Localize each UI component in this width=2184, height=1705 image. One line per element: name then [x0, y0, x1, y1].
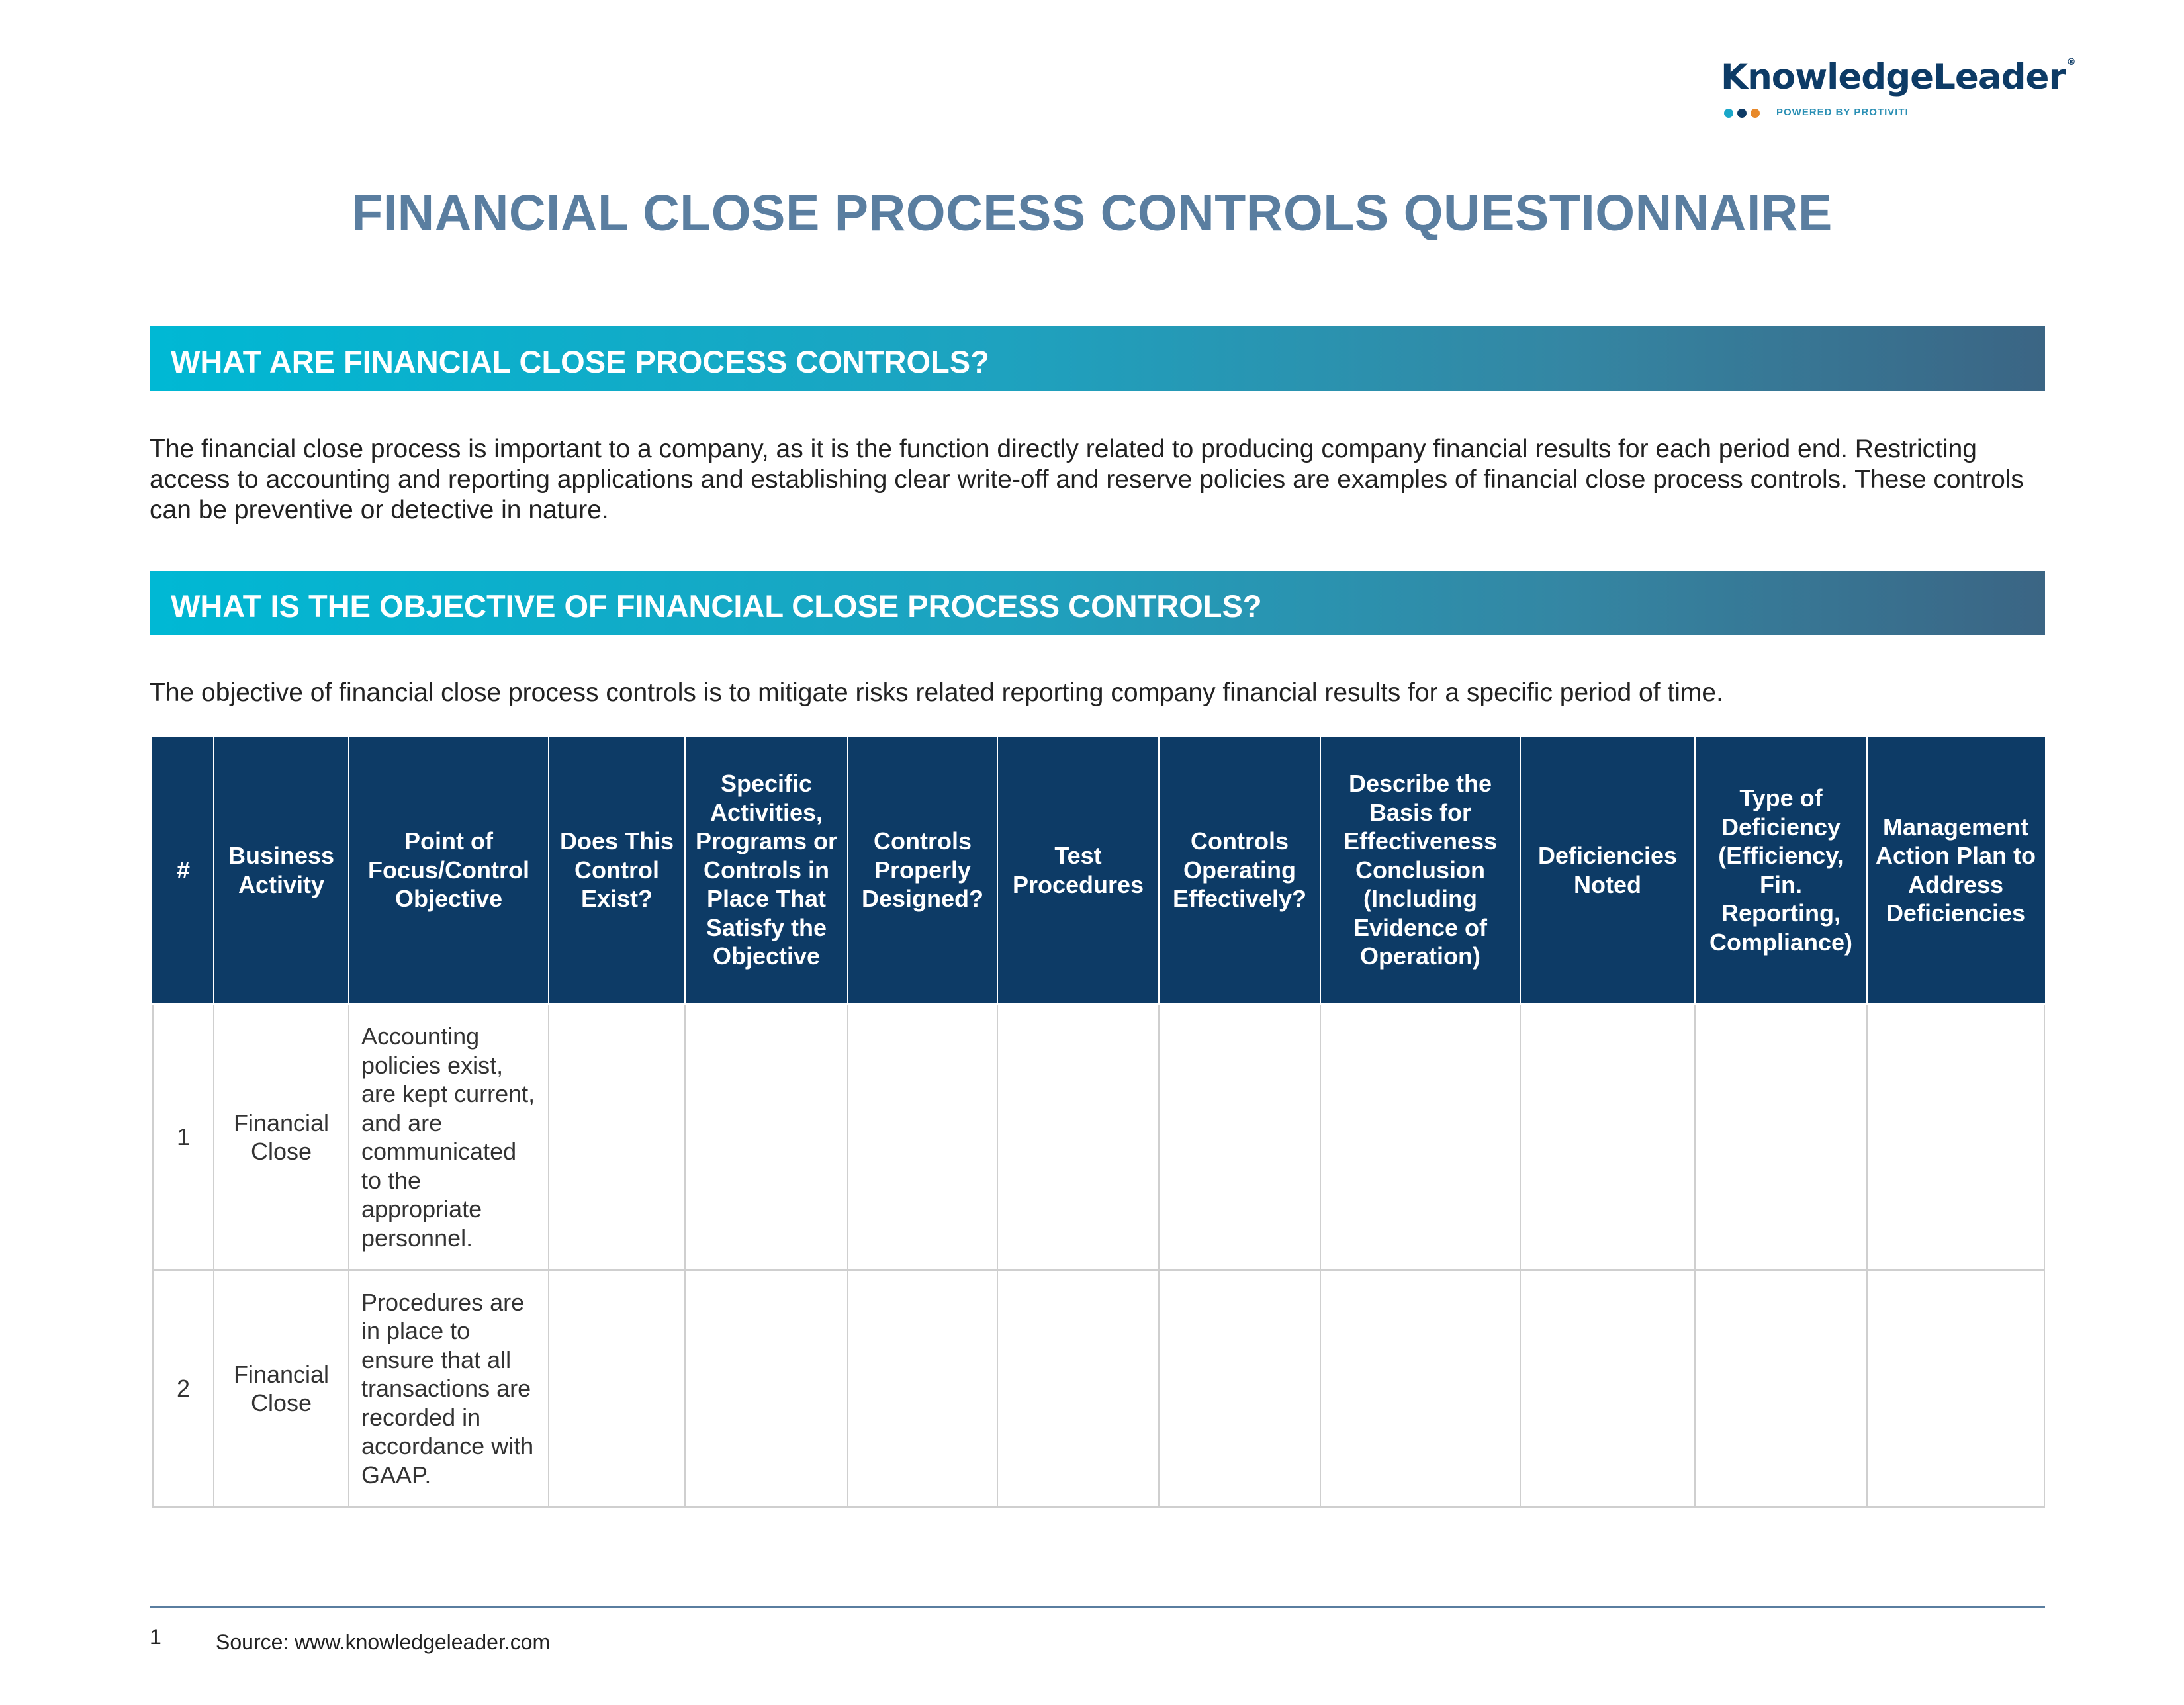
table-header-row [153, 737, 2044, 1004]
specific-activities-cell[interactable] [685, 1004, 848, 1270]
business-activity-cell: Financial Close [214, 1004, 349, 1270]
properly-designed-cell[interactable] [848, 1004, 997, 1270]
header-test-procedures: Test Procedures [997, 737, 1159, 1004]
section-body-what-are: The financial close process is important to a company, as it is the function directly related to producing company financial results for each period end. Restricting access to accounting and reporting applications and establishing clear write-off and reserve policies are examples of financial close process controls. These controls can be preventive or detective in nature. [150, 435, 2024, 524]
section-heading-text: WHAT ARE FINANCIAL CLOSE PROCESS CONTROLS? [171, 344, 989, 379]
page-number: 1 [150, 1625, 161, 1649]
deficiencies-noted-cell[interactable] [1520, 1270, 1695, 1507]
header-basis-conclusion: Describe the Basis for Effectiveness Conclusion (Including Evidence of Operation) [1320, 737, 1520, 1004]
logo-subline [1721, 105, 2052, 121]
logo-dots-icon [1723, 107, 1763, 119]
operating-effectively-cell[interactable] [1159, 1270, 1320, 1507]
header-operating-effectively: Controls Operating Effectively? [1159, 737, 1320, 1004]
deficiency-type-cell[interactable] [1695, 1004, 1867, 1270]
business-activity-cell: Financial Close [214, 1270, 349, 1507]
control-exist-cell[interactable] [549, 1004, 685, 1270]
specific-activities-cell[interactable] [685, 1270, 848, 1507]
page-title: FINANCIAL CLOSE PROCESS CONTROLS QUESTIONNAIRE [351, 185, 1833, 242]
action-plan-cell[interactable] [1867, 1270, 2044, 1507]
header-properly-designed: Controls Properly Designed? [848, 737, 997, 1004]
table-row [153, 1004, 2044, 1270]
footer-divider [150, 1606, 2045, 1608]
basis-conclusion-cell[interactable] [1320, 1004, 1520, 1270]
row-number-cell: 2 [153, 1270, 214, 1507]
logo-wordmark: KnowledgeLeader ® [1721, 57, 2075, 97]
header-specific-activities: Specific Activities, Programs or Controls in Place That Satisfy the Objective [685, 737, 848, 1004]
source-note: Source: www.knowledgeleader.com [216, 1630, 551, 1654]
header-control-objective: Point of Focus/Control Objective [349, 737, 549, 1004]
test-procedures-cell[interactable] [997, 1270, 1159, 1507]
control-exist-cell[interactable] [549, 1270, 685, 1507]
action-plan-cell[interactable] [1867, 1004, 2044, 1270]
control-objective-cell: Procedures are in place to ensure that all transactions are recorded in accordance with GAAP. [349, 1270, 549, 1507]
section-body-objective: The objective of financial close process controls is to mitigate risks related reporting company financial results for a specific period of time. [150, 678, 1723, 707]
logo-tagline: POWERED BY PROTIVITI [1776, 107, 1909, 118]
deficiency-type-cell[interactable] [1695, 1270, 1867, 1507]
header-control-exist: Does This Control Exist? [549, 737, 685, 1004]
header-number: # [153, 737, 214, 1004]
row-number-cell: 1 [153, 1004, 214, 1270]
knowledgeleader-logo [1721, 57, 2075, 121]
section-heading-text: WHAT IS THE OBJECTIVE OF FINANCIAL CLOSE PROCESS CONTROLS? [171, 588, 1262, 623]
operating-effectively-cell[interactable] [1159, 1004, 1320, 1270]
questionnaire-table [152, 737, 2045, 1508]
header-business-activity: Business Activity [214, 737, 349, 1004]
header-deficiencies-noted: Deficiencies Noted [1520, 737, 1695, 1004]
control-objective-cell: Accounting policies exist, are kept current, and are communicated to the appropriate personnel. [349, 1004, 549, 1270]
properly-designed-cell[interactable] [848, 1270, 997, 1507]
deficiencies-noted-cell[interactable] [1520, 1004, 1695, 1270]
section-heading-bar-objective [150, 571, 2045, 635]
basis-conclusion-cell[interactable] [1320, 1270, 1520, 1507]
test-procedures-cell[interactable] [997, 1004, 1159, 1270]
header-deficiency-type: Type of Deficiency (Efficiency, Fin. Reporting, Compliance) [1695, 737, 1867, 1004]
section-heading-bar-what-are [150, 326, 2045, 391]
table-row [153, 1270, 2044, 1507]
header-action-plan: Management Action Plan to Address Deficiencies [1867, 737, 2044, 1004]
